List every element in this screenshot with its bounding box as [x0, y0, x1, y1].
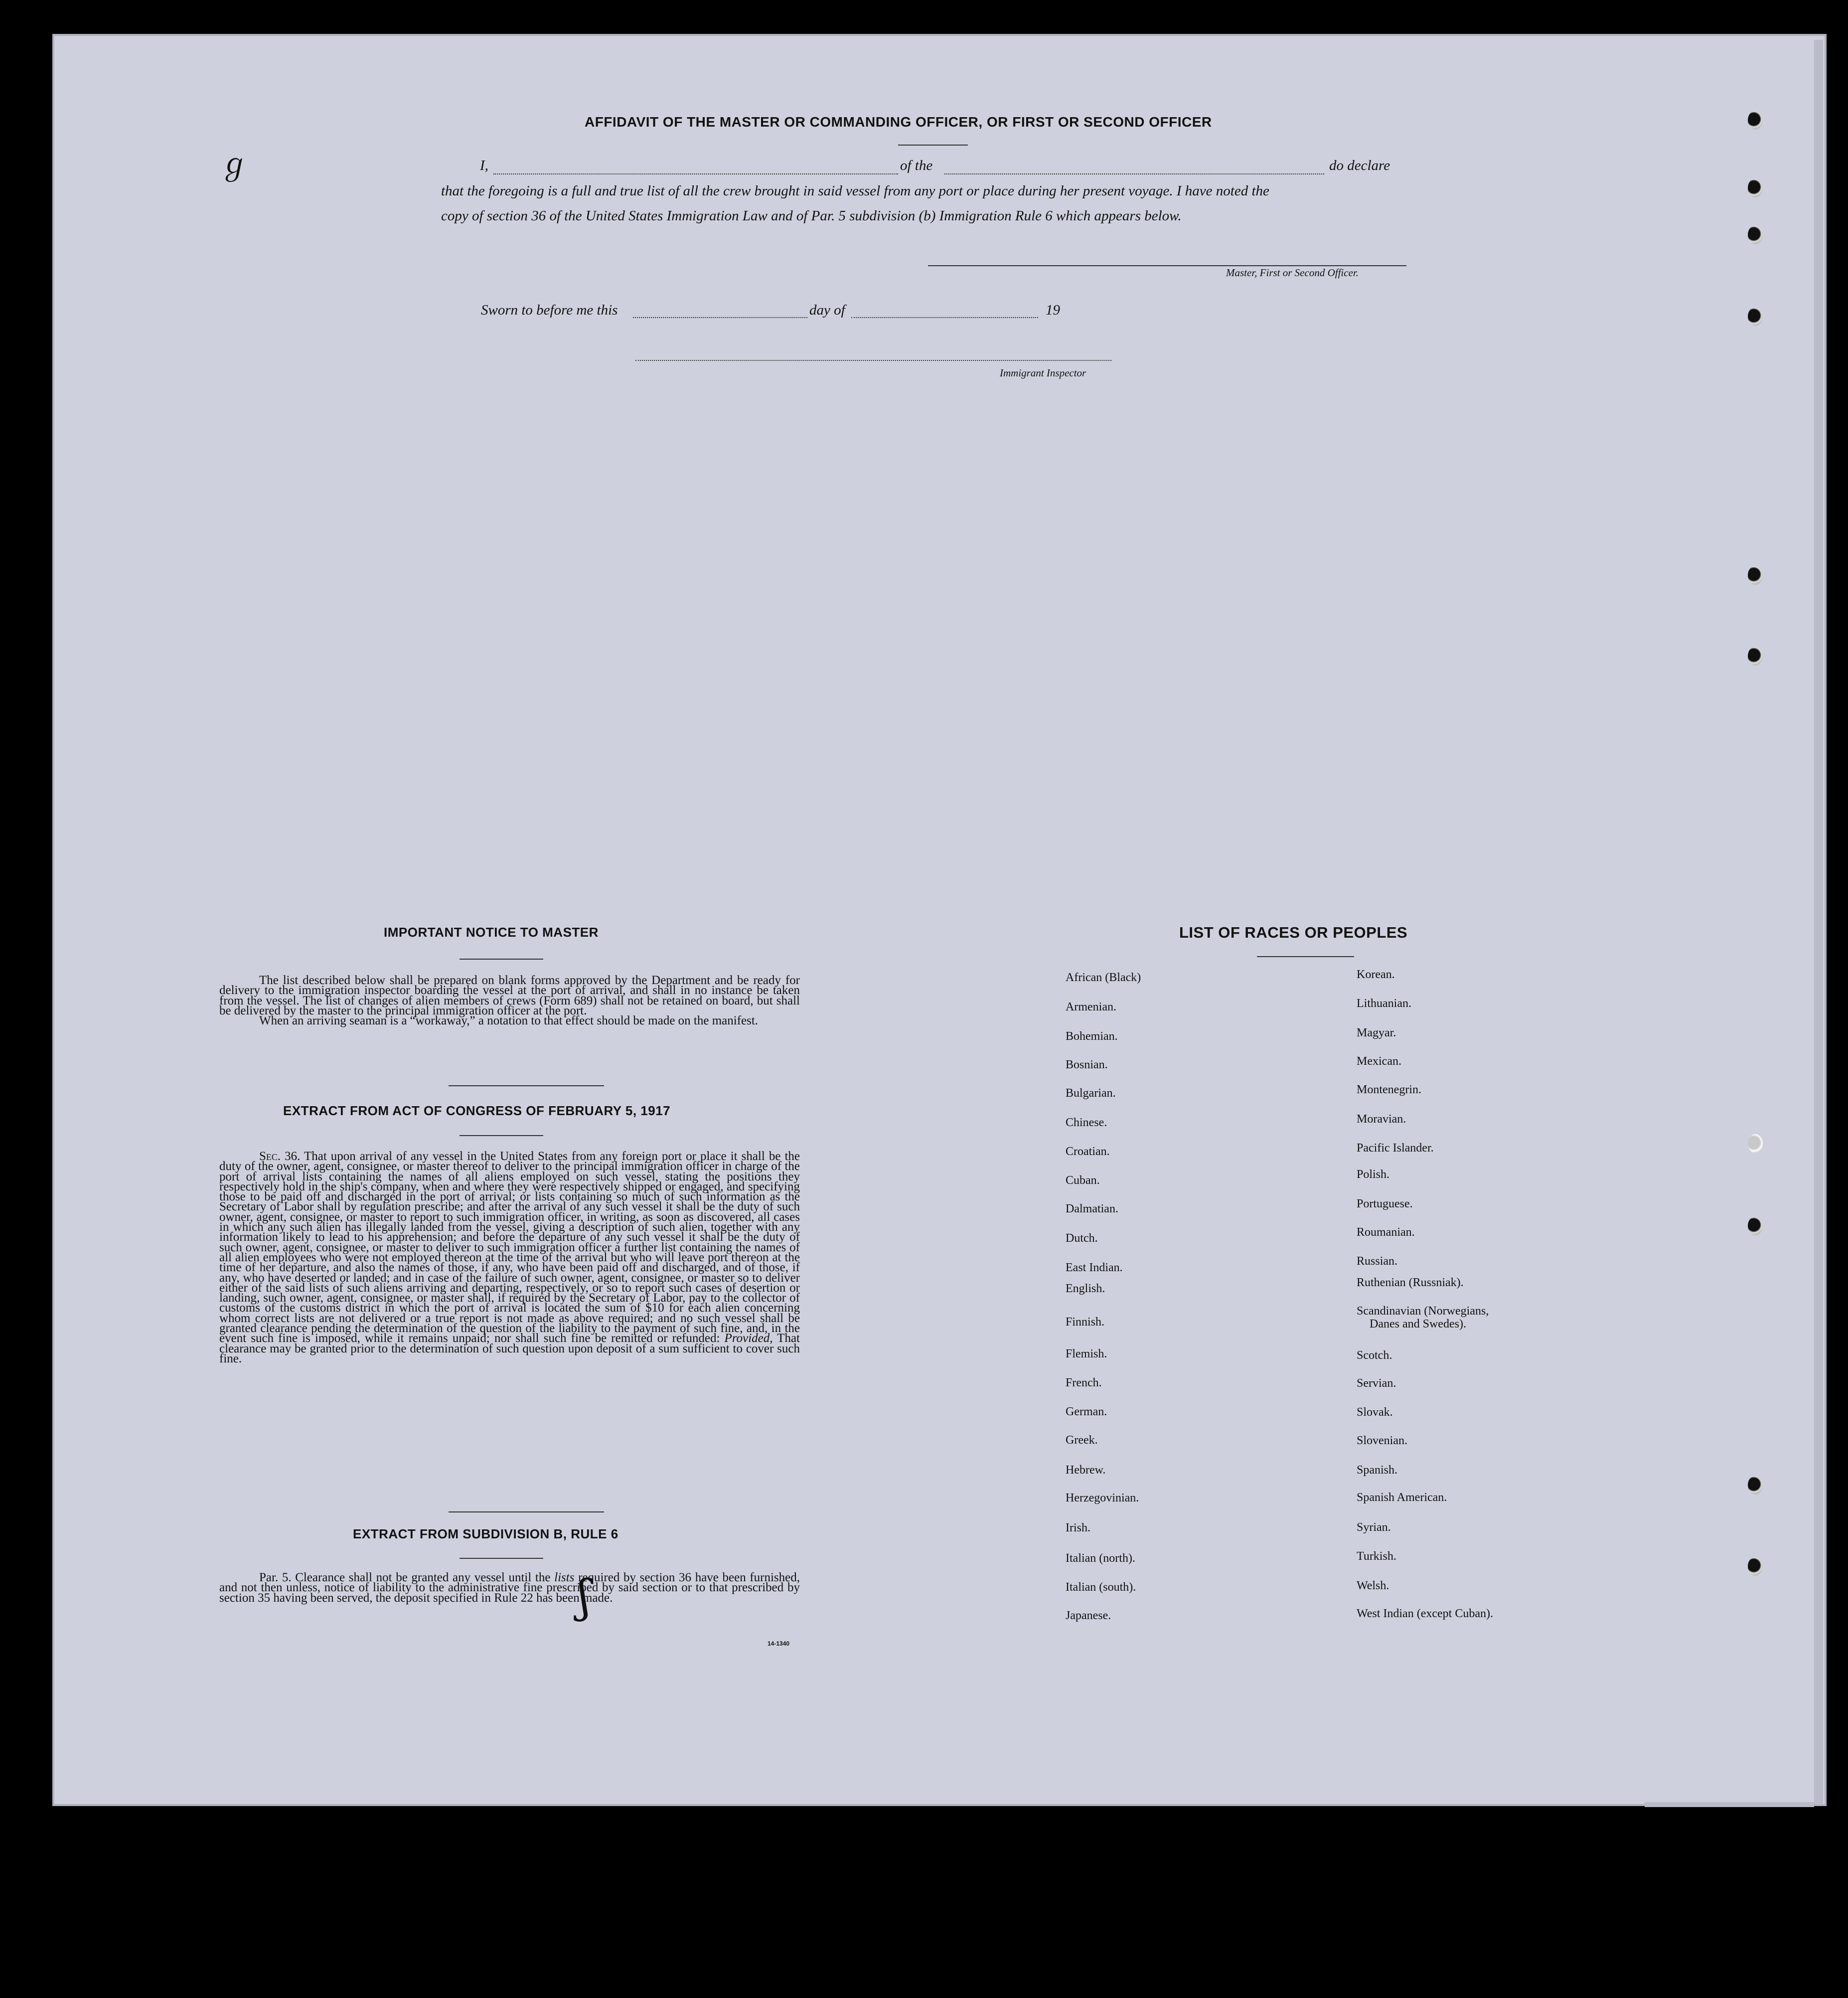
rule-text-lists: lists: [554, 1571, 575, 1584]
race-item: Lithuanian.: [1357, 997, 1411, 1010]
notice-paragraph: When an arriving seaman is a “workaway,” a notation to that effect should be made on the manifest.: [259, 1014, 759, 1028]
race-item: African (Black): [1066, 971, 1141, 984]
rule-text-a: Par. 5. Clearance shall not be granted any vessel until the: [259, 1571, 551, 1584]
race-item: Ruthenian (Russniak).: [1357, 1276, 1464, 1289]
race-item: Scotch.: [1357, 1349, 1392, 1362]
race-item: Bulgarian.: [1066, 1087, 1116, 1100]
race-item: Hebrew.: [1066, 1464, 1106, 1477]
notice-paragraph: The list described below shall be prepared on blank forms approved by the Department and be ready for delivery to the immigration inspector boarding the vessel at the port of arrival, and shall in no instance be taken from the vessel. The list of changes of alien members of crews (Form 689) shall not be retained on board, but shall be delivered by the master to the principal immigration officer at the port.: [219, 974, 800, 1017]
race-item: Korean.: [1357, 968, 1395, 981]
binder-hole: [1748, 1476, 1763, 1495]
page-edge-right: [1814, 40, 1823, 1805]
race-item: English.: [1066, 1282, 1105, 1295]
race-item: Finnish.: [1066, 1316, 1105, 1329]
binder-hole: [1748, 178, 1763, 197]
name-field[interactable]: [493, 173, 898, 174]
race-item: Portuguese.: [1357, 1197, 1413, 1210]
binder-hole: [1748, 1216, 1763, 1235]
race-item: Polish.: [1357, 1168, 1390, 1181]
race-item: East Indian.: [1066, 1261, 1123, 1274]
race-item: Croatian.: [1066, 1145, 1110, 1158]
race-item: Chinese.: [1066, 1116, 1107, 1129]
race-item: Magyar.: [1357, 1026, 1396, 1039]
form-number: 14-1340: [768, 1640, 790, 1647]
sec-text: That upon arrival of any vessel in the United States from any foreign port or place it shall be the duty of the owner, agent, consignee, or master thereof to deliver to the principal immigration officer in charge of the port of arrival lists containing the names of all aliens employed on such vessel, stating the positions they respectively hold in the ship's company, when and where they were respectively shipped or engaged, and specifying those to be paid off and discharged in the port of arrival; or lists containing so much of such information as the Secretary of Labor shall by regulation prescribe; and after the arrival of any such vessel it shall be the duty of such owner, agent, consignee, or master to report to such immigration officer, in writing, as soon as discovered, all cases in which any such alien has illegally landed from the vessel, giving a description of such alien, together with any information likely to lead to his apprehension; and before the departure of any such vessel it shall be the duty of such owner, agent, consignee, or master to deliver to such immigration officer a further list containing the names of all alien employees who were not employed thereon at the time of the arrival but who will leave port thereon at the time of her departure, and also the names of those, if any, who have been paid off and discharged, and of those, if any, who have deserted or landed; and in case of the failure of such owner, agent, consignee, or master so to deliver either of the said lists of such aliens arriving and departing, respectively, or so to report such cases of desertion or landing, such owner, agent, consignee, or master shall, if required by the Secretary of Labor, pay to the collector of customs of the customs district in which the port of arrival is located the sum of $10 for each alien concerning whom correct lists are not delivered or a true report is not made as above required; and no such vessel shall be granted clearance pending the determination of the question of the liability to the payment of such fine, and, in the event such fine is imposed, while it remains unpaid; nor shall such fine be remitted or refunded:: [219, 1150, 800, 1345]
extract-rule-title: EXTRACT FROM SUBDIVISION B, RULE 6: [353, 1526, 618, 1541]
race-item: Armenian.: [1066, 1000, 1116, 1013]
binder-hole: [1748, 647, 1763, 666]
extract-act-body: [219, 1152, 800, 1364]
vessel-field[interactable]: [944, 173, 1324, 174]
affidavit-declare: do declare: [1329, 158, 1390, 173]
affidavit-of-the: of the: [900, 158, 933, 173]
race-item: Cuban.: [1066, 1174, 1100, 1187]
race-item: Greek.: [1066, 1434, 1098, 1447]
race-item: German.: [1066, 1405, 1107, 1418]
divider: [1257, 956, 1354, 957]
races-title: LIST OF RACES OR PEOPLES: [1179, 924, 1408, 941]
race-item: Italian (south).: [1066, 1581, 1136, 1594]
race-item: Pacific Islander.: [1357, 1142, 1434, 1155]
affidavit-line-3: copy of section 36 of the United States Immigration Law and of Par. 5 subdivision (b) Immigration Rule 6 which appears below.: [441, 208, 1182, 224]
inspector-signature-line[interactable]: [635, 360, 1111, 361]
sworn-year: 19: [1046, 302, 1060, 318]
sec-label: Sec. 36.: [259, 1150, 301, 1163]
race-item: West Indian (except Cuban).: [1357, 1607, 1493, 1620]
divider: [898, 145, 968, 146]
race-item: Servian.: [1357, 1377, 1396, 1390]
race-item: Mexican.: [1357, 1055, 1401, 1068]
rule-text-b: required by section 36 have been furnished, and not then unless, notice of liability to the administrative fine prescribed by said section or to that prescribed by section 35 having been served, the deposit specified in Rule 22 has been made.: [219, 1571, 800, 1605]
divider: [449, 1085, 604, 1086]
sworn-month-field[interactable]: [851, 317, 1038, 318]
race-item: Welsh.: [1357, 1579, 1389, 1592]
handwritten-mark: ℊ: [219, 147, 249, 182]
binder-hole: [1748, 307, 1763, 326]
page-edge-bottom: [1645, 1802, 1814, 1807]
race-item: Flemish.: [1066, 1347, 1107, 1360]
binder-hole: [1748, 1557, 1763, 1576]
handwritten-mark: ʃ: [578, 1570, 591, 1623]
race-continuation: Danes and Swedes).: [1370, 1318, 1466, 1331]
sworn-prefix: Sworn to before me this: [481, 302, 618, 318]
provided-word: Provided,: [724, 1332, 773, 1345]
race-item: Slovenian.: [1357, 1434, 1407, 1447]
race-item: Syrian.: [1357, 1521, 1391, 1534]
race-item: Italian (north).: [1066, 1552, 1135, 1565]
race-item: Spanish American.: [1357, 1491, 1447, 1504]
divider: [460, 1558, 543, 1559]
race-item: Moravian.: [1357, 1113, 1406, 1126]
race-item: Slovak.: [1357, 1406, 1393, 1419]
race-item: Dutch.: [1066, 1232, 1098, 1245]
affidavit-line-2: that the foregoing is a full and true list of all the crew brought in said vessel from any port or place during her present voyage. I have noted the: [441, 183, 1269, 199]
race-item: Irish.: [1066, 1521, 1090, 1534]
race-item: Montenegrin.: [1357, 1083, 1421, 1096]
officer-caption: Master, First or Second Officer.: [1226, 267, 1359, 279]
binder-hole: [1748, 566, 1763, 585]
divider: [460, 959, 543, 960]
binder-hole: [1748, 1134, 1763, 1153]
affidavit-i: I,: [480, 158, 488, 173]
binder-hole: [1748, 225, 1763, 244]
provided-text: That clearance may be granted prior to the determination of such question upon deposit of a sum sufficient to cover such fine.: [219, 1332, 800, 1365]
inspector-caption: Immigrant Inspector: [1000, 367, 1086, 379]
race-item: Bohemian.: [1066, 1030, 1118, 1043]
sworn-day-of: day of: [809, 302, 845, 318]
extract-act-title: EXTRACT FROM ACT OF CONGRESS OF FEBRUARY 5, 1917: [283, 1103, 671, 1118]
document-page: [52, 34, 1827, 1806]
race-item: Turkish.: [1357, 1550, 1396, 1563]
race-item: Scandinavian (Norwegians,: [1357, 1305, 1489, 1318]
divider: [449, 1511, 604, 1512]
race-item: French.: [1066, 1376, 1102, 1389]
race-item: Bosnian.: [1066, 1058, 1108, 1071]
race-item: Russian.: [1357, 1255, 1398, 1268]
race-item: Roumanian.: [1357, 1226, 1415, 1239]
binder-hole: [1748, 111, 1763, 130]
affidavit-title: AFFIDAVIT OF THE MASTER OR COMMANDING OFFICER, OR FIRST OR SECOND OFFICER: [585, 114, 1212, 130]
divider: [460, 1135, 543, 1136]
notice-body: [219, 976, 800, 1026]
sworn-day-field[interactable]: [633, 317, 807, 318]
race-item: Spanish.: [1357, 1464, 1398, 1477]
race-item: Dalmatian.: [1066, 1202, 1118, 1215]
notice-title: IMPORTANT NOTICE TO MASTER: [384, 925, 599, 940]
race-item: Japanese.: [1066, 1609, 1111, 1622]
extract-rule-body: [219, 1573, 800, 1603]
race-item: Herzegovinian.: [1066, 1492, 1139, 1504]
officer-signature-line[interactable]: [928, 265, 1406, 266]
